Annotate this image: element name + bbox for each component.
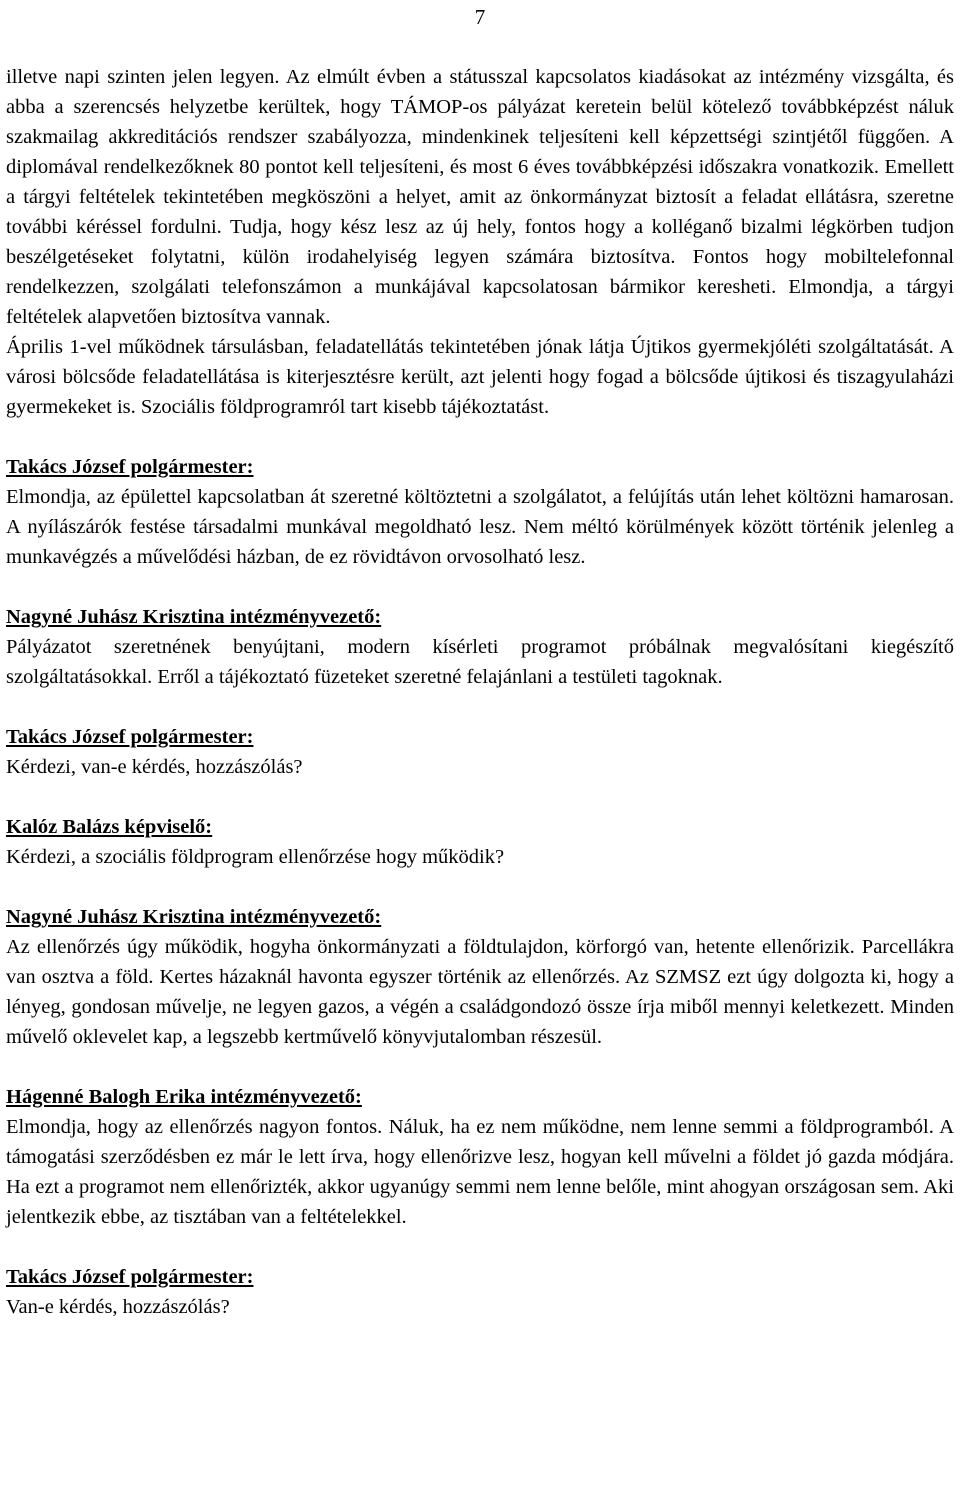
speaker-statement: Pályázatot szeretnének benyújtani, modern kísérleti programot próbálnak megvalósítani kiegészítő szolgáltatásokkal. Erről a tájékoztató füzeteket szeretné felajánlani a testületi tagoknak.: [6, 636, 954, 688]
speaker-statement: Kérdezi, van-e kérdés, hozzászólás?: [6, 756, 303, 778]
speaker-statement: Az ellenőrzés úgy működik, hogyha önkormányzati a földtulajdon, körforgó van, hetente ellenőrizik. Parcellákra van osztva a föld. Kertes házaknál havonta egyszer történik az ellenőrzés. Az SZMSZ ezt úgy dolgozta ki, hogy a lényeg, gondosan művelje, ne legyen gazos, a végén a családgondozó össze írja miből mennyi keletkezett. Minden művelő oklevelet kap, a legszebb kertművelő könyvjutalomban részesül.: [6, 936, 954, 1048]
speaker-statement: Kérdezi, a szociális földprogram ellenőrzése hogy működik?: [6, 846, 505, 868]
speaker-heading: Takács József polgármester:: [6, 456, 254, 478]
intro-paragraph-1: illetve napi szinten jelen legyen. Az elmúlt évben a státusszal kapcsolatos kiadásokat az intézmény vizsgálta, és abba a szerencsés helyzetbe kerültek, hogy TÁMOP-os pályázat keretein belül kötelező továbbképzést náluk szakmailag akkreditációs rendszer szabályozza, mindenkinek teljesíteni kell képzettségi szintjétől függően. A diplomával rendelkezőknek 80 pontot kell teljesíteni, és most 6 éves továbbképzési időszakra vonatkozik. Emellett a tárgyi feltételek tekintetében megköszöni a helyet, amit az önkormányzat biztosít a feladat ellátásra, szeretne további kéréssel fordulni. Tudja, hogy kész lesz az új hely, fontos hogy a kolléganő bizalmi légkörben tudjon beszélgetéseket folytatni, külön irodahelyiség legyen számára biztosítva. Fontos hogy mobiltelefonnal rendelkezzen, szolgálati telefonszámon a munkájával kapcsolatosan bármikor keresheti. Elmondja, a tárgyi feltételek alapvetően biztosítva vannak.: [6, 66, 954, 328]
section-gap: [6, 1232, 954, 1262]
speaker-heading: Kalóz Balázs képviselő:: [6, 816, 213, 838]
section-gap: [6, 422, 954, 452]
speaker-heading: Hágenné Balogh Erika intézményvezető:: [6, 1086, 362, 1108]
section-gap: [6, 872, 954, 902]
intro-paragraph-2: Április 1-vel működnek társulásban, feladatellátás tekintetében jónak látja Újtikos gyermekjóléti szolgáltatását. A városi bölcsőde feladatellátása is kiterjesztésre került, azt jelenti hogy fogad a bölcsőde újtikosi és tiszagyulaházi gyermekeket is. Szociális földprogramról tart kisebb tájékoztatást.: [6, 336, 954, 418]
section-gap: [6, 692, 954, 722]
section-gap: [6, 572, 954, 602]
section-gap: [6, 1052, 954, 1082]
speaker-heading: Takács József polgármester:: [6, 1266, 254, 1288]
section-gap: [6, 782, 954, 812]
speaker-heading: Takács József polgármester:: [6, 726, 254, 748]
page-number: 7: [474, 5, 486, 29]
speaker-heading: Nagyné Juhász Krisztina intézményvezető:: [6, 906, 382, 928]
speaker-statement: Van-e kérdés, hozzászólás?: [6, 1296, 230, 1318]
document-body: [6, 62, 954, 1322]
speaker-statement: Elmondja, az épülettel kapcsolatban át szeretné költöztetni a szolgálatot, a felújítás után lehet költözni hamarosan. A nyílászárók festése társadalmi munkával megoldható lesz. Nem méltó körülmények között történik jelenleg a munkavégzés a művelődési házban, de ez rövidtávon orvosolható lesz.: [6, 486, 954, 568]
speaker-statement: Elmondja, hogy az ellenőrzés nagyon fontos. Náluk, ha ez nem működne, nem lenne semmi a földprogramból. A támogatási szerződésben ez már le lett írva, hogy ellenőrizve lesz, hogyan kell művelni a földet jó gazda módjára. Ha ezt a programot nem ellenőrizték, akkor ugyanúgy semmi nem lenne belőle, mint ahogyan országosan sem. Aki jelentkezik ebbe, az tisztában van a feltételekkel.: [6, 1116, 954, 1228]
speaker-heading: Nagyné Juhász Krisztina intézményvezető:: [6, 606, 382, 628]
